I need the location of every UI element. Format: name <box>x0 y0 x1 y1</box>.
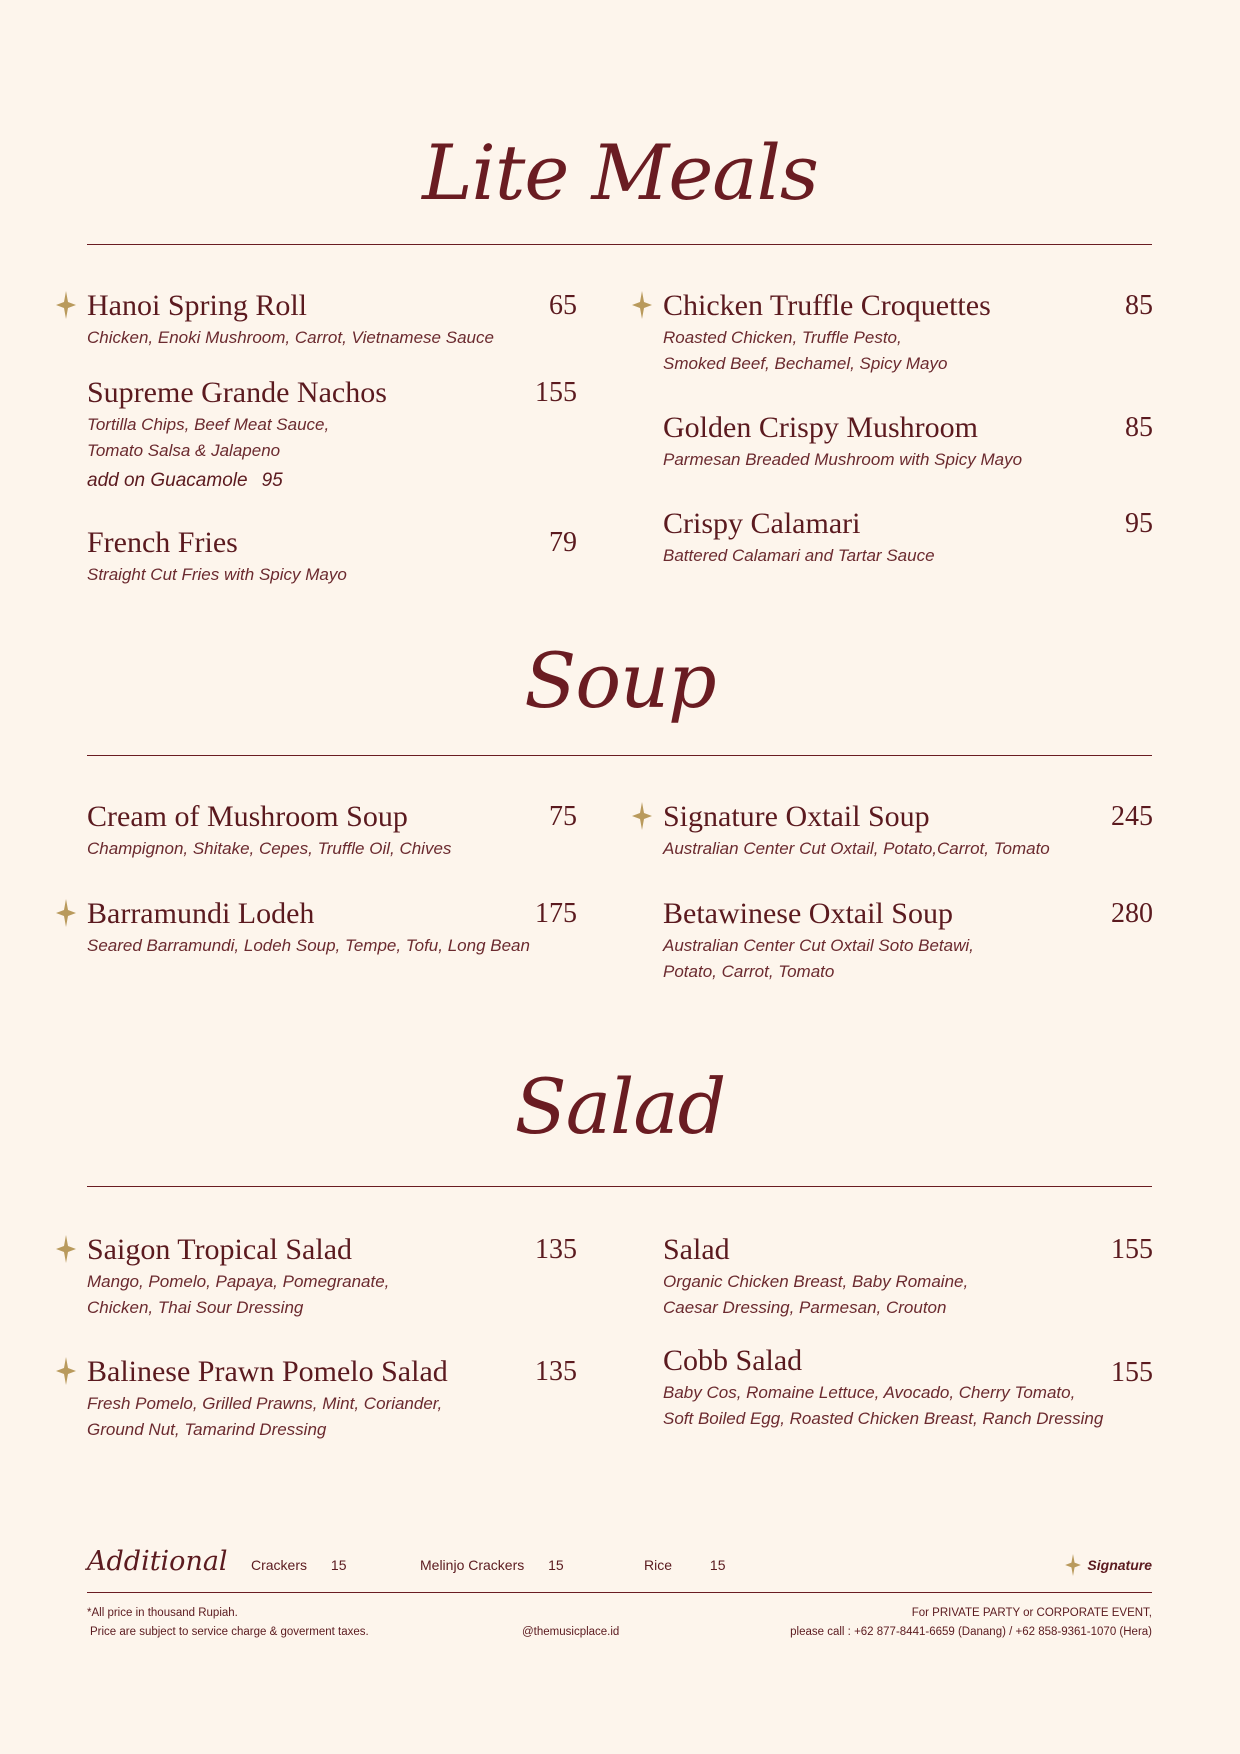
footer-contact <box>790 1604 1152 1642</box>
menu-item-signature-oxtail-soup <box>663 800 1153 862</box>
item-price: 85 <box>1125 412 1153 443</box>
item-name: Saigon Tropical Salad <box>87 1233 353 1266</box>
description-line: Tomato Salsa & Jalapeno <box>87 441 281 460</box>
item-name: Betawinese Oxtail Soup <box>663 897 953 930</box>
description-line: Chicken, Thai Sour Dressing <box>87 1298 304 1317</box>
item-price: 75 <box>549 801 577 832</box>
item-name: Salad <box>663 1233 730 1266</box>
item-price: 95 <box>1125 508 1153 539</box>
additional-item-name: Rice <box>644 1557 673 1573</box>
item-name: Cream of Mushroom Soup <box>87 800 408 833</box>
menu-item-cream-of-mushroom-soup <box>87 800 577 862</box>
signature-star-icon <box>56 1357 76 1385</box>
description-line: Australian Center Cut Oxtail Soto Betawi, <box>663 936 974 955</box>
tax-note: Price are subject to service charge & goverment taxes. <box>90 1626 369 1638</box>
additional-item-name: Melinjo Crackers <box>420 1557 525 1573</box>
divider <box>87 755 1152 756</box>
item-price: 245 <box>1111 801 1153 832</box>
item-price: 155 <box>1111 1357 1153 1388</box>
signature-legend <box>1065 1554 1152 1576</box>
item-description <box>663 1269 1153 1321</box>
signature-legend-label: Signature <box>1087 1557 1152 1573</box>
item-name: Supreme Grande Nachos <box>87 376 387 409</box>
menu-item-salad <box>663 1233 1153 1321</box>
signature-star-icon <box>56 1235 76 1263</box>
menu-item-barramundi-lodeh <box>87 897 577 959</box>
signature-star-icon <box>632 802 652 830</box>
signature-star-icon <box>632 291 652 319</box>
section-title-soup: Soup <box>524 636 716 725</box>
addon-price: 95 <box>261 470 283 491</box>
item-price: 175 <box>535 898 577 929</box>
addon-label: add on Guacamole <box>87 470 248 491</box>
item-price: 280 <box>1111 898 1153 929</box>
additional-item-melinjo-crackers <box>420 1557 564 1573</box>
item-description <box>663 933 1153 985</box>
item-name: Chicken Truffle Croquettes <box>663 289 991 322</box>
menu-item-crispy-calamari <box>663 507 1153 569</box>
contact-phone: please call : +62 877-8441-6659 (Danang) / +62 858-9361-1070 (Hera) <box>790 1626 1152 1638</box>
item-name: Hanoi Spring Roll <box>87 289 308 322</box>
item-description: Parmesan Breaded Mushroom with Spicy Mayo <box>663 450 1023 469</box>
description-line: Organic Chicken Breast, Baby Romaine, <box>663 1272 969 1291</box>
item-price: 155 <box>1111 1234 1153 1265</box>
item-description <box>87 412 577 464</box>
description-line: Ground Nut, Tamarind Dressing <box>87 1420 327 1439</box>
footer-notes <box>87 1604 369 1642</box>
description-line: Tortilla Chips, Beef Meat Sauce, <box>87 415 330 434</box>
additional-item-price: 15 <box>709 1557 726 1573</box>
item-addon <box>87 470 577 492</box>
additional-item-rice <box>644 1557 725 1573</box>
menu-item-hanoi-spring-roll <box>87 289 577 351</box>
menu-item-golden-crispy-mushroom <box>663 411 1153 473</box>
section-title-lite-meals: Lite Meals <box>422 128 818 217</box>
menu-item-supreme-grande-nachos <box>87 376 577 492</box>
item-name: Barramundi Lodeh <box>87 897 315 930</box>
item-description: Chicken, Enoki Mushroom, Carrot, Vietnamese Sauce <box>87 328 494 347</box>
additional-item-name: Crackers <box>251 1557 308 1573</box>
item-price: 79 <box>549 527 577 558</box>
item-name: Balinese Prawn Pomelo Salad <box>87 1355 448 1388</box>
description-line: Smoked Beef, Bechamel, Spicy Mayo <box>663 354 948 373</box>
item-description <box>663 325 1153 377</box>
menu-item-balinese-prawn-pomelo-salad <box>87 1355 577 1443</box>
signature-star-icon <box>56 899 76 927</box>
description-line: Potato, Carrot, Tomato <box>663 962 835 981</box>
contact-heading: For PRIVATE PARTY or CORPORATE EVENT, <box>911 1607 1152 1619</box>
item-price: 85 <box>1125 290 1153 321</box>
item-description: Straight Cut Fries with Spicy Mayo <box>87 565 347 584</box>
description-line: Fresh Pomelo, Grilled Prawns, Mint, Coriander, <box>87 1394 443 1413</box>
social-handle: @themusicplace.id <box>522 1626 620 1638</box>
description-line: Baby Cos, Romaine Lettuce, Avocado, Cherry Tomato, <box>663 1383 1076 1402</box>
item-description <box>663 1380 1153 1432</box>
item-name: Crispy Calamari <box>663 507 861 540</box>
menu-item-cobb-salad <box>663 1344 1153 1432</box>
item-description <box>87 1391 577 1443</box>
item-description <box>87 1269 577 1321</box>
item-name: Golden Crispy Mushroom <box>663 411 978 444</box>
item-description: Champignon, Shitake, Cepes, Truffle Oil, Chives <box>87 839 452 858</box>
divider <box>87 1592 1152 1593</box>
additional-item-price: 15 <box>548 1557 564 1573</box>
divider <box>87 244 1152 245</box>
menu-item-french-fries <box>87 526 577 588</box>
item-price: 135 <box>535 1356 577 1387</box>
description-line: Soft Boiled Egg, Roasted Chicken Breast, Ranch Dressing <box>663 1409 1104 1428</box>
additional-title: Additional <box>87 1546 228 1577</box>
item-price: 65 <box>549 290 577 321</box>
menu-item-saigon-tropical-salad <box>87 1233 577 1321</box>
item-price: 135 <box>535 1234 577 1265</box>
item-description: Australian Center Cut Oxtail, Potato,Carrot, Tomato <box>663 839 1050 858</box>
section-title-salad: Salad <box>514 1062 726 1151</box>
star-icon <box>1065 1554 1081 1576</box>
item-description: Seared Barramundi, Lodeh Soup, Tempe, Tofu, Long Bean <box>87 936 530 955</box>
divider <box>87 1186 1152 1187</box>
item-price: 155 <box>535 377 577 408</box>
item-name: Signature Oxtail Soup <box>663 800 930 833</box>
item-name: French Fries <box>87 526 238 559</box>
item-name: Cobb Salad <box>663 1344 803 1377</box>
additional-item-price: 15 <box>330 1557 347 1573</box>
item-description: Battered Calamari and Tartar Sauce <box>663 546 935 565</box>
description-line: Caesar Dressing, Parmesan, Crouton <box>663 1298 947 1317</box>
description-line: Mango, Pomelo, Papaya, Pomegranate, <box>87 1272 390 1291</box>
price-note: *All price in thousand Rupiah. <box>87 1607 238 1619</box>
menu-item-chicken-truffle-croquettes <box>663 289 1153 377</box>
additional-item-crackers <box>251 1557 346 1573</box>
menu-item-betawinese-oxtail-soup <box>663 897 1153 985</box>
signature-star-icon <box>56 291 76 319</box>
description-line: Roasted Chicken, Truffle Pesto, <box>663 328 902 347</box>
